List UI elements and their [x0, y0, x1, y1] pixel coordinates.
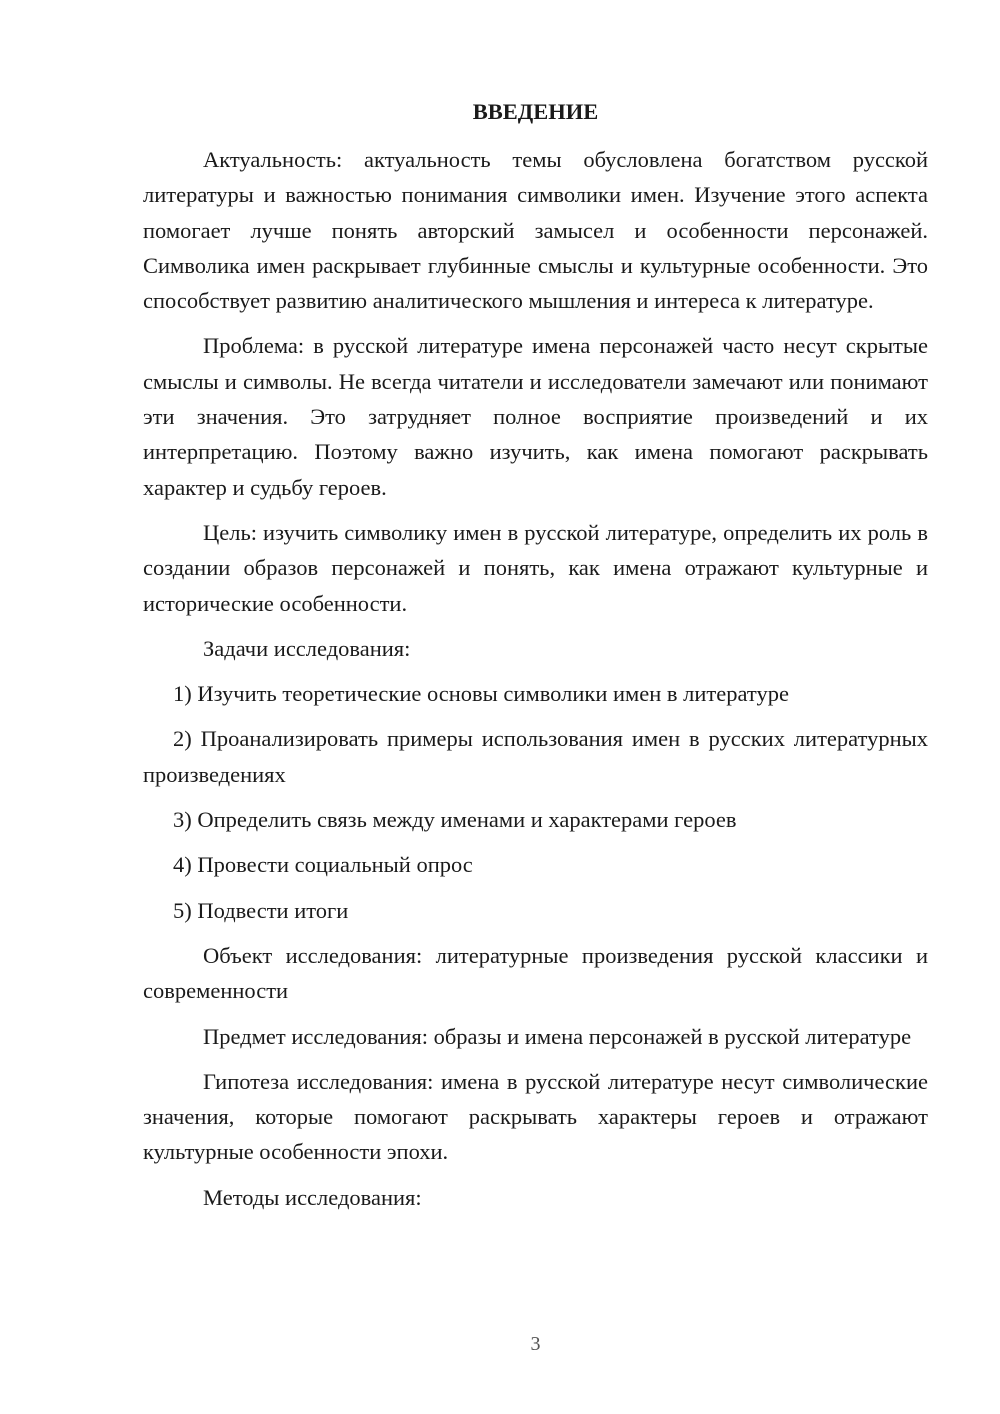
task-item-4: 4) Провести социальный опрос — [173, 852, 473, 878]
paragraph-object: Объект исследования: литературные произведения русской классики и современности — [143, 942, 928, 1004]
page-title: ВВЕДЕНИЕ — [472, 99, 599, 124]
page-number: 3 — [530, 1333, 541, 1355]
paragraph-methods-heading: Методы исследования: — [203, 1184, 422, 1210]
paragraph-subject: Предмет исследования: образы и имена персонажей в русской литературе — [203, 1023, 912, 1049]
document-page — [143, 0, 928, 1414]
paragraph-tasks-heading: Задачи исследования: — [203, 635, 411, 661]
paragraph-relevance: Актуальность: актуальность темы обусловлена богатством русской литературы и важностью понимания символики имен. Изучение этого аспекта помогает лучше понять авторский замысел и особенности персонажей. Символика имен раскрывает глубинные смыслы и культурные особенности. Это способствует развитию аналитического мышления и интереса к литературе. — [143, 147, 928, 314]
paragraph-goal: Цель: изучить символику имен в русской литературе, определить их роль в создании образов персонажей и понять, как имена отражают культурные и исторические особенности. — [143, 519, 928, 616]
task-item-1: 1) Изучить теоретические основы символики имен в литературе — [173, 681, 789, 707]
task-item-3: 3) Определить связь между именами и характерами героев — [173, 807, 737, 833]
document-body — [143, 142, 928, 1225]
task-item-2: 2) Проанализировать примеры использования имен в русских литературных произведениях — [143, 726, 928, 787]
task-item-5: 5) Подвести итоги — [173, 897, 349, 923]
paragraph-problem: Проблема: в русской литературе имена персонажей часто несут скрытые смыслы и символы. Не всегда читатели и исследователи замечают или понимают эти значения. Это затрудняет полное восприятие произведений и их интерпретацию. Поэтому важно изучить, как имена помогают раскрывать характер и судьбу героев. — [143, 333, 928, 500]
paragraph-hypothesis: Гипотеза исследования: имена в русской литературе несут символические значения, которые помогают раскрывать характеры героев и отражают культурные особенности эпохи. — [143, 1068, 928, 1165]
